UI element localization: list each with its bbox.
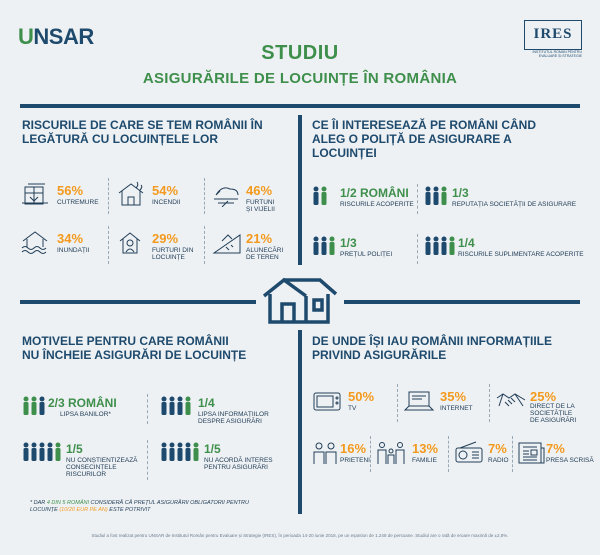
reason-fraction: 1/5 [204, 442, 221, 456]
reason-item [22, 394, 148, 424]
interest-label: REPUTAȚIA SOCIETĂȚII DE ASIGURARE [452, 201, 577, 208]
risk-percent: 46% [246, 183, 273, 198]
sources-section [312, 334, 582, 362]
source-item [496, 384, 592, 424]
risks-title-1: RISCURILE DE CARE SE TEM ROMÂNII ÎN [22, 118, 263, 132]
risk-label: INUNDAȚII [57, 247, 90, 254]
reasons-section [22, 334, 292, 362]
reason-label: LIPSA BANILOR* [60, 411, 111, 418]
reason-item [160, 440, 290, 474]
reason-item [160, 394, 290, 428]
interest-fraction: 1/2 ROMÂNI [340, 186, 409, 200]
risk-percent: 34% [57, 231, 84, 246]
interest-label: RISCURILE ACOPERITE [340, 201, 414, 208]
source-label: FAMILIE [412, 457, 437, 464]
risk-item [20, 226, 109, 264]
unsar-logo-text: NSAR [33, 24, 94, 49]
risk-item [116, 178, 205, 214]
interest-fraction: 1/4 [458, 236, 475, 250]
flood-icon [20, 229, 50, 255]
interests-section [312, 118, 582, 160]
source-item [518, 436, 594, 472]
laptop-icon [404, 388, 434, 414]
people-icon [160, 442, 202, 462]
risk-item [116, 226, 205, 264]
footnote-part-a: * DAR [30, 500, 47, 506]
footnote-part-e: (10/20 EUR PE AN) [59, 507, 108, 513]
source-percent: 7% [546, 441, 565, 456]
middle-divider-right [344, 300, 580, 304]
source-percent: 7% [488, 441, 507, 456]
people-icon [160, 396, 194, 416]
source-item [454, 436, 513, 472]
source-label: TV [348, 405, 357, 412]
risk-item [20, 178, 109, 214]
risk-label: ALUNECĂRI [246, 247, 284, 254]
reason-item [22, 440, 148, 480]
radio-icon [454, 440, 484, 466]
risk-percent: 29% [152, 231, 179, 246]
risks-section [22, 118, 292, 146]
reason-label: LIPSA INFORMAȚIILOR [198, 411, 269, 418]
risks-title-2: LEGĂTURĂ CU LOCUINȚELE LOR [22, 132, 218, 146]
reasons-footnote [30, 500, 292, 514]
source-item [404, 384, 490, 422]
risk-label: FURTUNI [246, 199, 275, 206]
reason-fraction: 1/5 [66, 442, 83, 456]
lower-vertical-divider [298, 330, 302, 514]
source-label: RADIO [488, 457, 509, 464]
unsar-logo: UNSAR [18, 24, 94, 49]
page-subtitle: ASIGURĂRILE DE LOCUINȚE ÎN ROMÂNIA [142, 70, 458, 87]
family-icon [376, 440, 406, 466]
footnote-part-d: LOCUINȚE [30, 507, 60, 513]
house-icon [262, 276, 338, 324]
risk-item [212, 226, 292, 266]
source-percent: 50% [348, 389, 375, 404]
reason-label-2: PENTRU ASIGURĂRI [204, 464, 268, 471]
upper-vertical-divider [298, 115, 302, 265]
landslide-icon [212, 229, 242, 255]
source-item [312, 436, 371, 472]
people-icon [22, 442, 64, 462]
ires-logo: IRES [524, 20, 582, 50]
source-percent: 35% [440, 389, 467, 404]
newspaper-icon [516, 440, 546, 466]
interests-title-2: ALEG O POLIȚĂ DE ASIGURARE A [312, 132, 512, 146]
fire-house-icon [116, 181, 146, 207]
handshake-icon [496, 388, 526, 414]
source-item [376, 436, 449, 472]
interests-grid [312, 184, 592, 264]
interest-item [424, 234, 590, 264]
people-icon [424, 236, 458, 256]
reason-label-2: DESPRE ASIGURĂRI [198, 418, 262, 425]
footer-note: Studiul a fost realizat pentru UNSAR de Institutul Român pentru Evaluare și Strategie (IRES), în perioada 14-20 iunie 2018, pe un eșantion de 1.248 de persoane. Studiul are o rată de eroare maximă de ±2,8%. [91, 533, 509, 538]
source-label: PRESA SCRISĂ [546, 457, 594, 464]
source-label-3: DE ASIGURĂRI [530, 417, 577, 424]
reason-label: NU CONȘTIENTIZEAZĂ [66, 457, 138, 464]
storm-icon [212, 181, 242, 207]
risk-label-2: ȘI VIJELII [246, 206, 275, 213]
risks-grid [20, 178, 290, 268]
middle-divider-left [20, 300, 256, 304]
interests-title-3: LOCUINȚEI [312, 146, 377, 160]
reason-label: NU ACORDĂ INTERES [204, 457, 273, 464]
reason-fraction: 1/4 [198, 396, 215, 410]
source-label: INTERNET [440, 405, 473, 412]
risk-label-2: DE TEREN [246, 254, 279, 261]
source-percent: 13% [412, 441, 439, 456]
thief-icon [116, 229, 146, 255]
interest-item [424, 184, 590, 214]
reasons-title-2: NU ÎNCHEIE ASIGURĂRI DE LOCUINȚE [22, 348, 247, 362]
page-title: STUDIU [261, 42, 339, 64]
interest-item [312, 184, 418, 214]
reasons-grid [22, 394, 292, 484]
risk-percent: 21% [246, 231, 273, 246]
source-label: DIRECT DE LA [530, 403, 575, 410]
source-label-2: SOCIETĂȚILE [530, 410, 573, 417]
footnote-part-f: ESTE POTRIVIT [107, 507, 151, 513]
source-percent: 25% [530, 389, 557, 404]
risk-label-2: LOCUINȚE [152, 254, 185, 261]
friends-icon [310, 440, 340, 466]
reason-label-2: CONSECINȚELE [66, 464, 117, 471]
risk-percent: 54% [152, 183, 179, 198]
interest-fraction: 1/3 [452, 186, 469, 200]
interest-item [312, 234, 418, 264]
risk-percent: 56% [57, 183, 84, 198]
top-divider [20, 104, 580, 108]
interests-title-1: CE ÎI INTERESEAZĂ PE ROMÂNI CÂND [312, 118, 537, 132]
tv-icon [312, 388, 342, 414]
interest-fraction: 1/3 [340, 236, 357, 250]
footnote-part-c: CONSIDERĂ CĂ PREȚUL ASIGURĂRII OBLIGATORII PENTRU [89, 500, 249, 506]
sources-title-2: PRIVIND ASIGURĂRILE [312, 348, 447, 362]
sources-title-1: DE UNDE ÎȘI IAU ROMÂNII INFORMAȚIILE [312, 334, 552, 348]
footnote-part-b: 4 DIN 5 ROMÂNI [46, 500, 89, 506]
interest-label: RISCURILE SUPLIMENTARE ACOPERITE [458, 251, 584, 258]
source-percent: 16% [340, 441, 367, 456]
source-label: PRIETENI [340, 457, 370, 464]
reason-label-3: RISCURILOR [66, 471, 107, 478]
risk-label: CUTREMURE [57, 199, 99, 206]
risk-item [212, 178, 292, 218]
risk-label: FURTURI DIN [152, 247, 194, 254]
reason-fraction: 2/3 ROMÂNI [48, 396, 117, 410]
ires-logo-subtitle: INSTITUTUL ROMÂN PENTRU EVALUARE ȘI STRATEGIE [532, 50, 582, 58]
earthquake-icon [20, 181, 50, 207]
sources-grid [312, 384, 592, 474]
reasons-title-1: MOTIVELE PENTRU CARE ROMÂNII [22, 334, 229, 348]
source-item [312, 384, 398, 422]
risk-label: INCENDII [152, 199, 181, 206]
interest-label: PREȚUL POLIȚEI [340, 251, 393, 258]
